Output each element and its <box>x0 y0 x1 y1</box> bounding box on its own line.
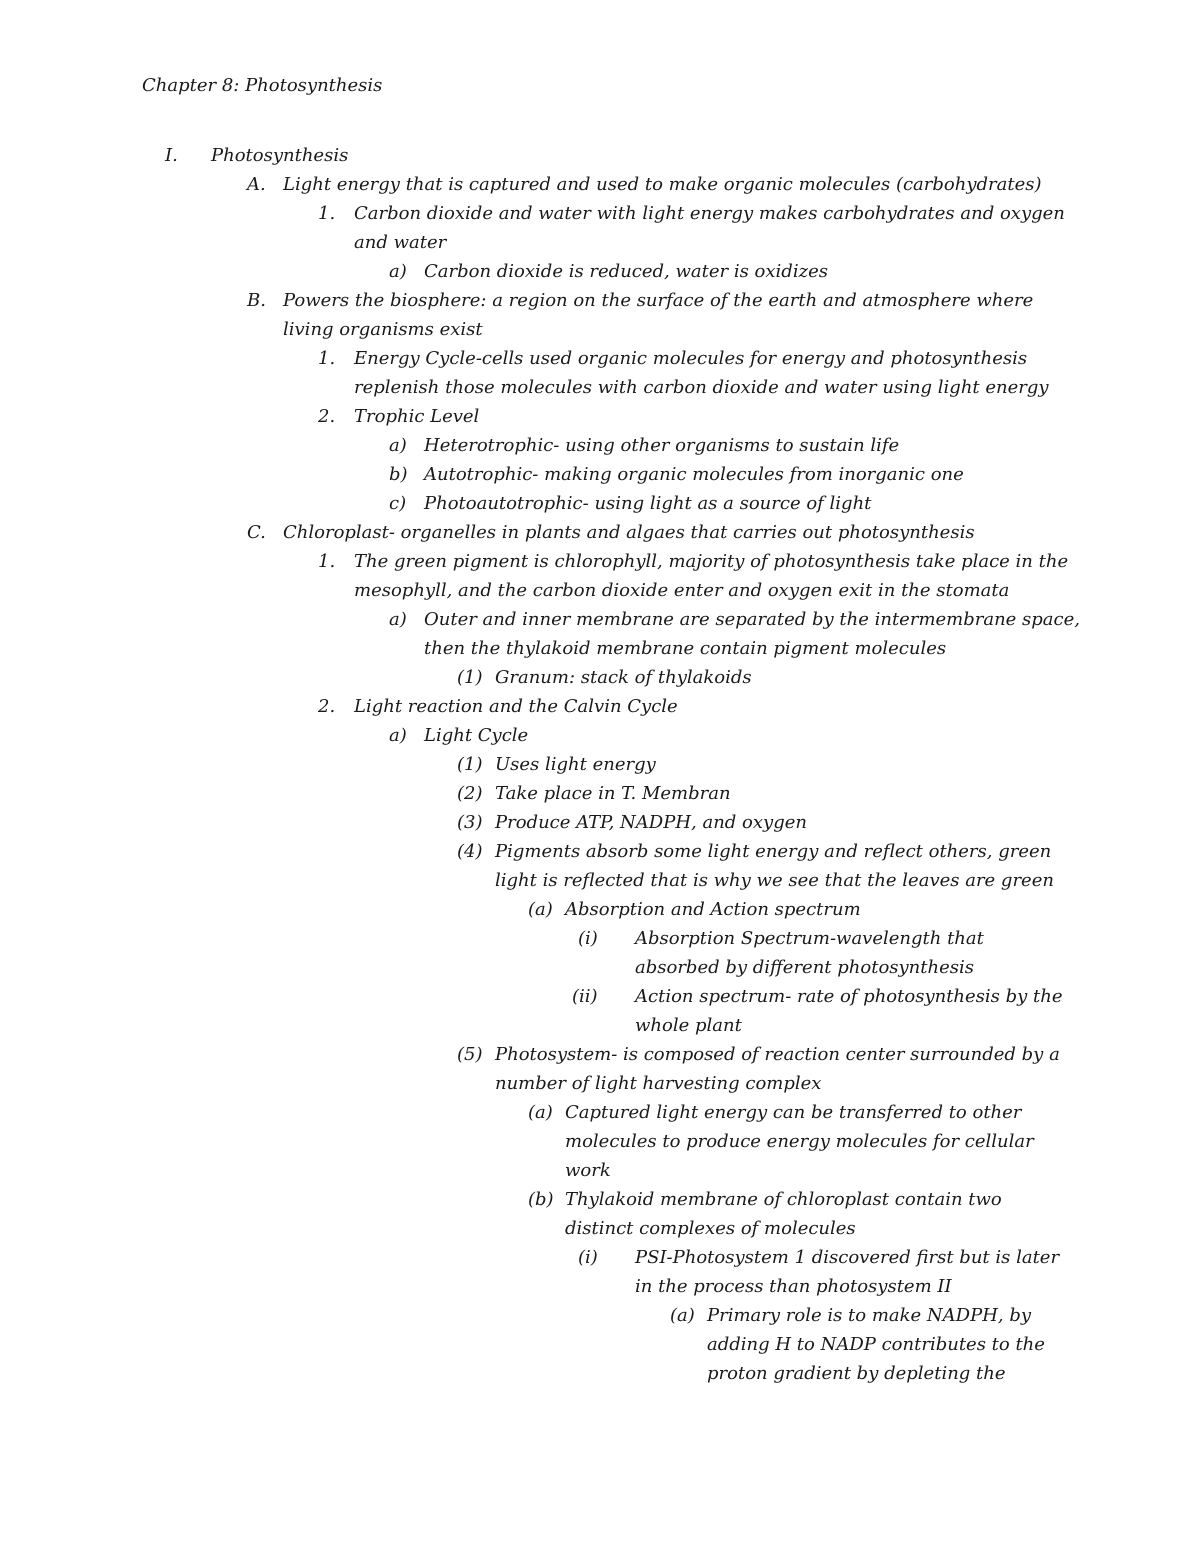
sub-numbered-item-text: Photosystem- is composed of reaction center surrounded by a <box>495 1044 1060 1065</box>
roman-item-text: absorbed by different photosynthesis <box>635 957 974 978</box>
deep-lettered-item-text: Primary role is to make NADPH, by <box>707 1305 1032 1326</box>
sub-lettered-item-text: distinct complexes of molecules <box>565 1218 856 1239</box>
numbered-item-marker: 2. <box>318 406 336 427</box>
sub-numbered-item-marker: (4) <box>457 841 483 862</box>
sub-numbered-item-text: Granum: stack of thylakoids <box>495 667 752 688</box>
roman-item-text: whole plant <box>635 1015 742 1036</box>
section-heading-marker: I. <box>165 145 178 166</box>
subsection-item-text: Powers the biosphere: a region on the surface of the earth and atmosphere where <box>283 290 1034 311</box>
subsection-item-marker: B. <box>247 290 266 311</box>
sub-numbered-item-text: Take place in T. Membran <box>495 783 731 804</box>
roman-item-text: in the process than photosystem II <box>635 1276 952 1297</box>
sub-numbered-item-text: Produce ATP, NADPH, and oxygen <box>495 812 807 833</box>
sub-numbered-item-text: light is reflected that is why we see that the leaves are green <box>495 870 1054 891</box>
sub-numbered-item-text: Uses light energy <box>495 754 656 775</box>
sub-numbered-item-marker: (1) <box>457 667 483 688</box>
roman-item-text: PSI-Photosystem 1 discovered first but is later <box>635 1247 1060 1268</box>
roman-item-text: Absorption Spectrum-wavelength that <box>635 928 984 949</box>
numbered-item-marker: 1. <box>318 348 336 369</box>
numbered-item-text: Energy Cycle-cells used organic molecules for energy and photosynthesis <box>354 348 1028 369</box>
numbered-item-marker: 1. <box>318 203 336 224</box>
sub-lettered-item-marker: (a) <box>528 899 553 920</box>
lettered-item-marker: a) <box>389 725 407 746</box>
lettered-item-text: Light Cycle <box>424 725 529 746</box>
page-title: Chapter 8: Photosynthesis <box>142 75 383 96</box>
lettered-item-text: Carbon dioxide is reduced, water is oxidizes <box>424 261 828 282</box>
lettered-item-text: then the thylakoid membrane contain pigment molecules <box>424 638 947 659</box>
numbered-item-text: Carbon dioxide and water with light energy makes carbohydrates and oxygen <box>354 203 1065 224</box>
sub-lettered-item-marker: (a) <box>528 1102 553 1123</box>
lettered-item-marker: a) <box>389 609 407 630</box>
sub-lettered-item-text: work <box>565 1160 611 1181</box>
numbered-item-text: replenish those molecules with carbon dioxide and water using light energy <box>354 377 1049 398</box>
lettered-item-text: Outer and inner membrane are separated by the intermembrane space, <box>424 609 1080 630</box>
roman-item-text: Action spectrum- rate of photosynthesis by the <box>635 986 1063 1007</box>
subsection-item-text: Light energy that is captured and used to make organic molecules (carbohydrates) <box>283 174 1042 195</box>
sub-numbered-item-marker: (2) <box>457 783 483 804</box>
lettered-item-text: Photoautotrophic- using light as a source of light <box>424 493 872 514</box>
lettered-item-marker: a) <box>389 435 407 456</box>
numbered-item-text: The green pigment is chlorophyll, majority of photosynthesis take place in the <box>354 551 1069 572</box>
deep-lettered-item-text: adding H to NADP contributes to the <box>707 1334 1045 1355</box>
roman-item-marker: (i) <box>578 1247 598 1268</box>
numbered-item-marker: 2. <box>318 696 336 717</box>
sub-lettered-item-text: Thylakoid membrane of chloroplast contain two <box>565 1189 1002 1210</box>
sub-lettered-item-marker: (b) <box>528 1189 554 1210</box>
subsection-item-marker: A. <box>247 174 266 195</box>
sub-numbered-item-text: number of light harvesting complex <box>495 1073 822 1094</box>
deep-lettered-item-text: proton gradient by depleting the <box>707 1363 1006 1384</box>
subsection-item-marker: C. <box>247 522 266 543</box>
deep-lettered-item-marker: (a) <box>670 1305 695 1326</box>
sub-lettered-item-text: Absorption and Action spectrum <box>565 899 861 920</box>
lettered-item-text: Autotrophic- making organic molecules from inorganic one <box>424 464 964 485</box>
numbered-item-text: mesophyll, and the carbon dioxide enter and oxygen exit in the stomata <box>354 580 1010 601</box>
sub-lettered-item-text: molecules to produce energy molecules for cellular <box>565 1131 1034 1152</box>
roman-item-marker: (ii) <box>572 986 598 1007</box>
sub-numbered-item-marker: (5) <box>457 1044 483 1065</box>
sub-numbered-item-marker: (1) <box>457 754 483 775</box>
section-heading-text: Photosynthesis <box>211 145 349 166</box>
sub-numbered-item-text: Pigments absorb some light energy and reflect others, green <box>495 841 1052 862</box>
subsection-item-text: living organisms exist <box>283 319 483 340</box>
numbered-item-text: Light reaction and the Calvin Cycle <box>354 696 678 717</box>
subsection-item-text: Chloroplast- organelles in plants and algaes that carries out photosynthesis <box>283 522 975 543</box>
lettered-item-marker: c) <box>389 493 407 514</box>
numbered-item-text: Trophic Level <box>354 406 480 427</box>
roman-item-marker: (i) <box>578 928 598 949</box>
numbered-item-marker: 1. <box>318 551 336 572</box>
sub-numbered-item-marker: (3) <box>457 812 483 833</box>
lettered-item-text: Heterotrophic- using other organisms to sustain life <box>424 435 900 456</box>
lettered-item-marker: b) <box>389 464 408 485</box>
lettered-item-marker: a) <box>389 261 407 282</box>
sub-lettered-item-text: Captured light energy can be transferred to other <box>565 1102 1022 1123</box>
numbered-item-text: and water <box>354 232 447 253</box>
